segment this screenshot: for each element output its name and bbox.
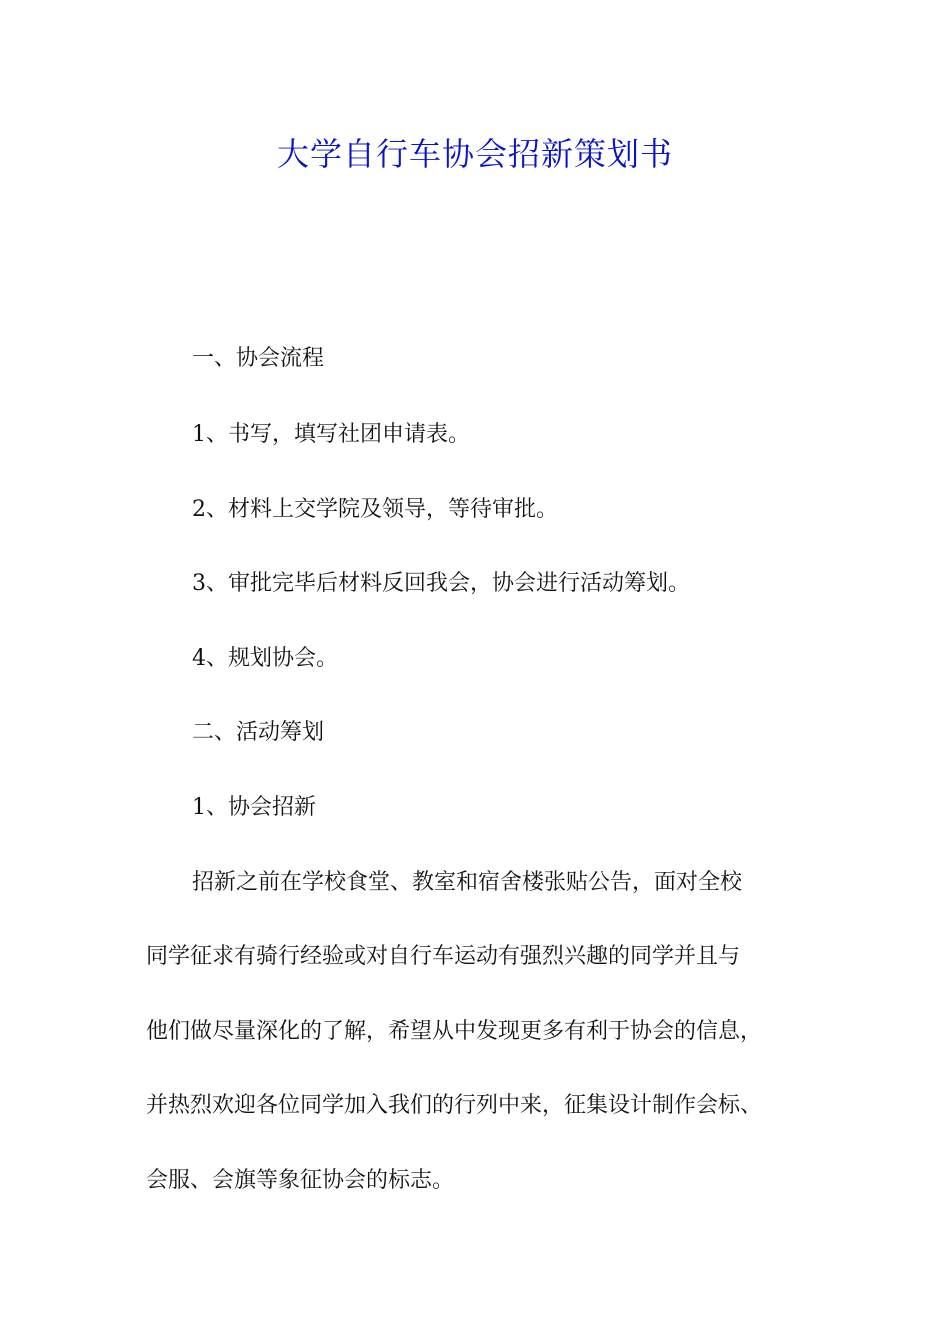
section-heading-process: 一、协会流程: [192, 346, 325, 371]
paragraph-line: 他们做尽量深化的了解，希望从中发现更多有利于协会的信息，: [146, 1019, 763, 1044]
document-title: 大学自行车协会招新策划书: [276, 135, 673, 173]
paragraph-line: 同学征求有骑行经验或对自行车运动有强烈兴趣的同学并且与: [146, 944, 741, 969]
section-heading-activity: 二、活动筹划: [192, 720, 325, 745]
process-step-1: 1、书写，填写社团申请表。: [192, 422, 470, 447]
process-step-4: 4、规划协会。: [192, 646, 338, 671]
paragraph-line: 招新之前在学校食堂、教室和宿舍楼张贴公告，面对全校: [192, 870, 743, 895]
paragraph-line: 并热烈欢迎各位同学加入我们的行列中来，征集设计制作会标、: [146, 1093, 763, 1118]
activity-subheading-recruitment: 1、协会招新: [192, 795, 316, 820]
paragraph-line: 会服、会旗等象征协会的标志。: [146, 1168, 455, 1193]
process-step-2: 2、材料上交学院及领导，等待审批。: [192, 497, 558, 522]
process-step-3: 3、审批完毕后材料反回我会，协会进行活动筹划。: [192, 571, 690, 596]
